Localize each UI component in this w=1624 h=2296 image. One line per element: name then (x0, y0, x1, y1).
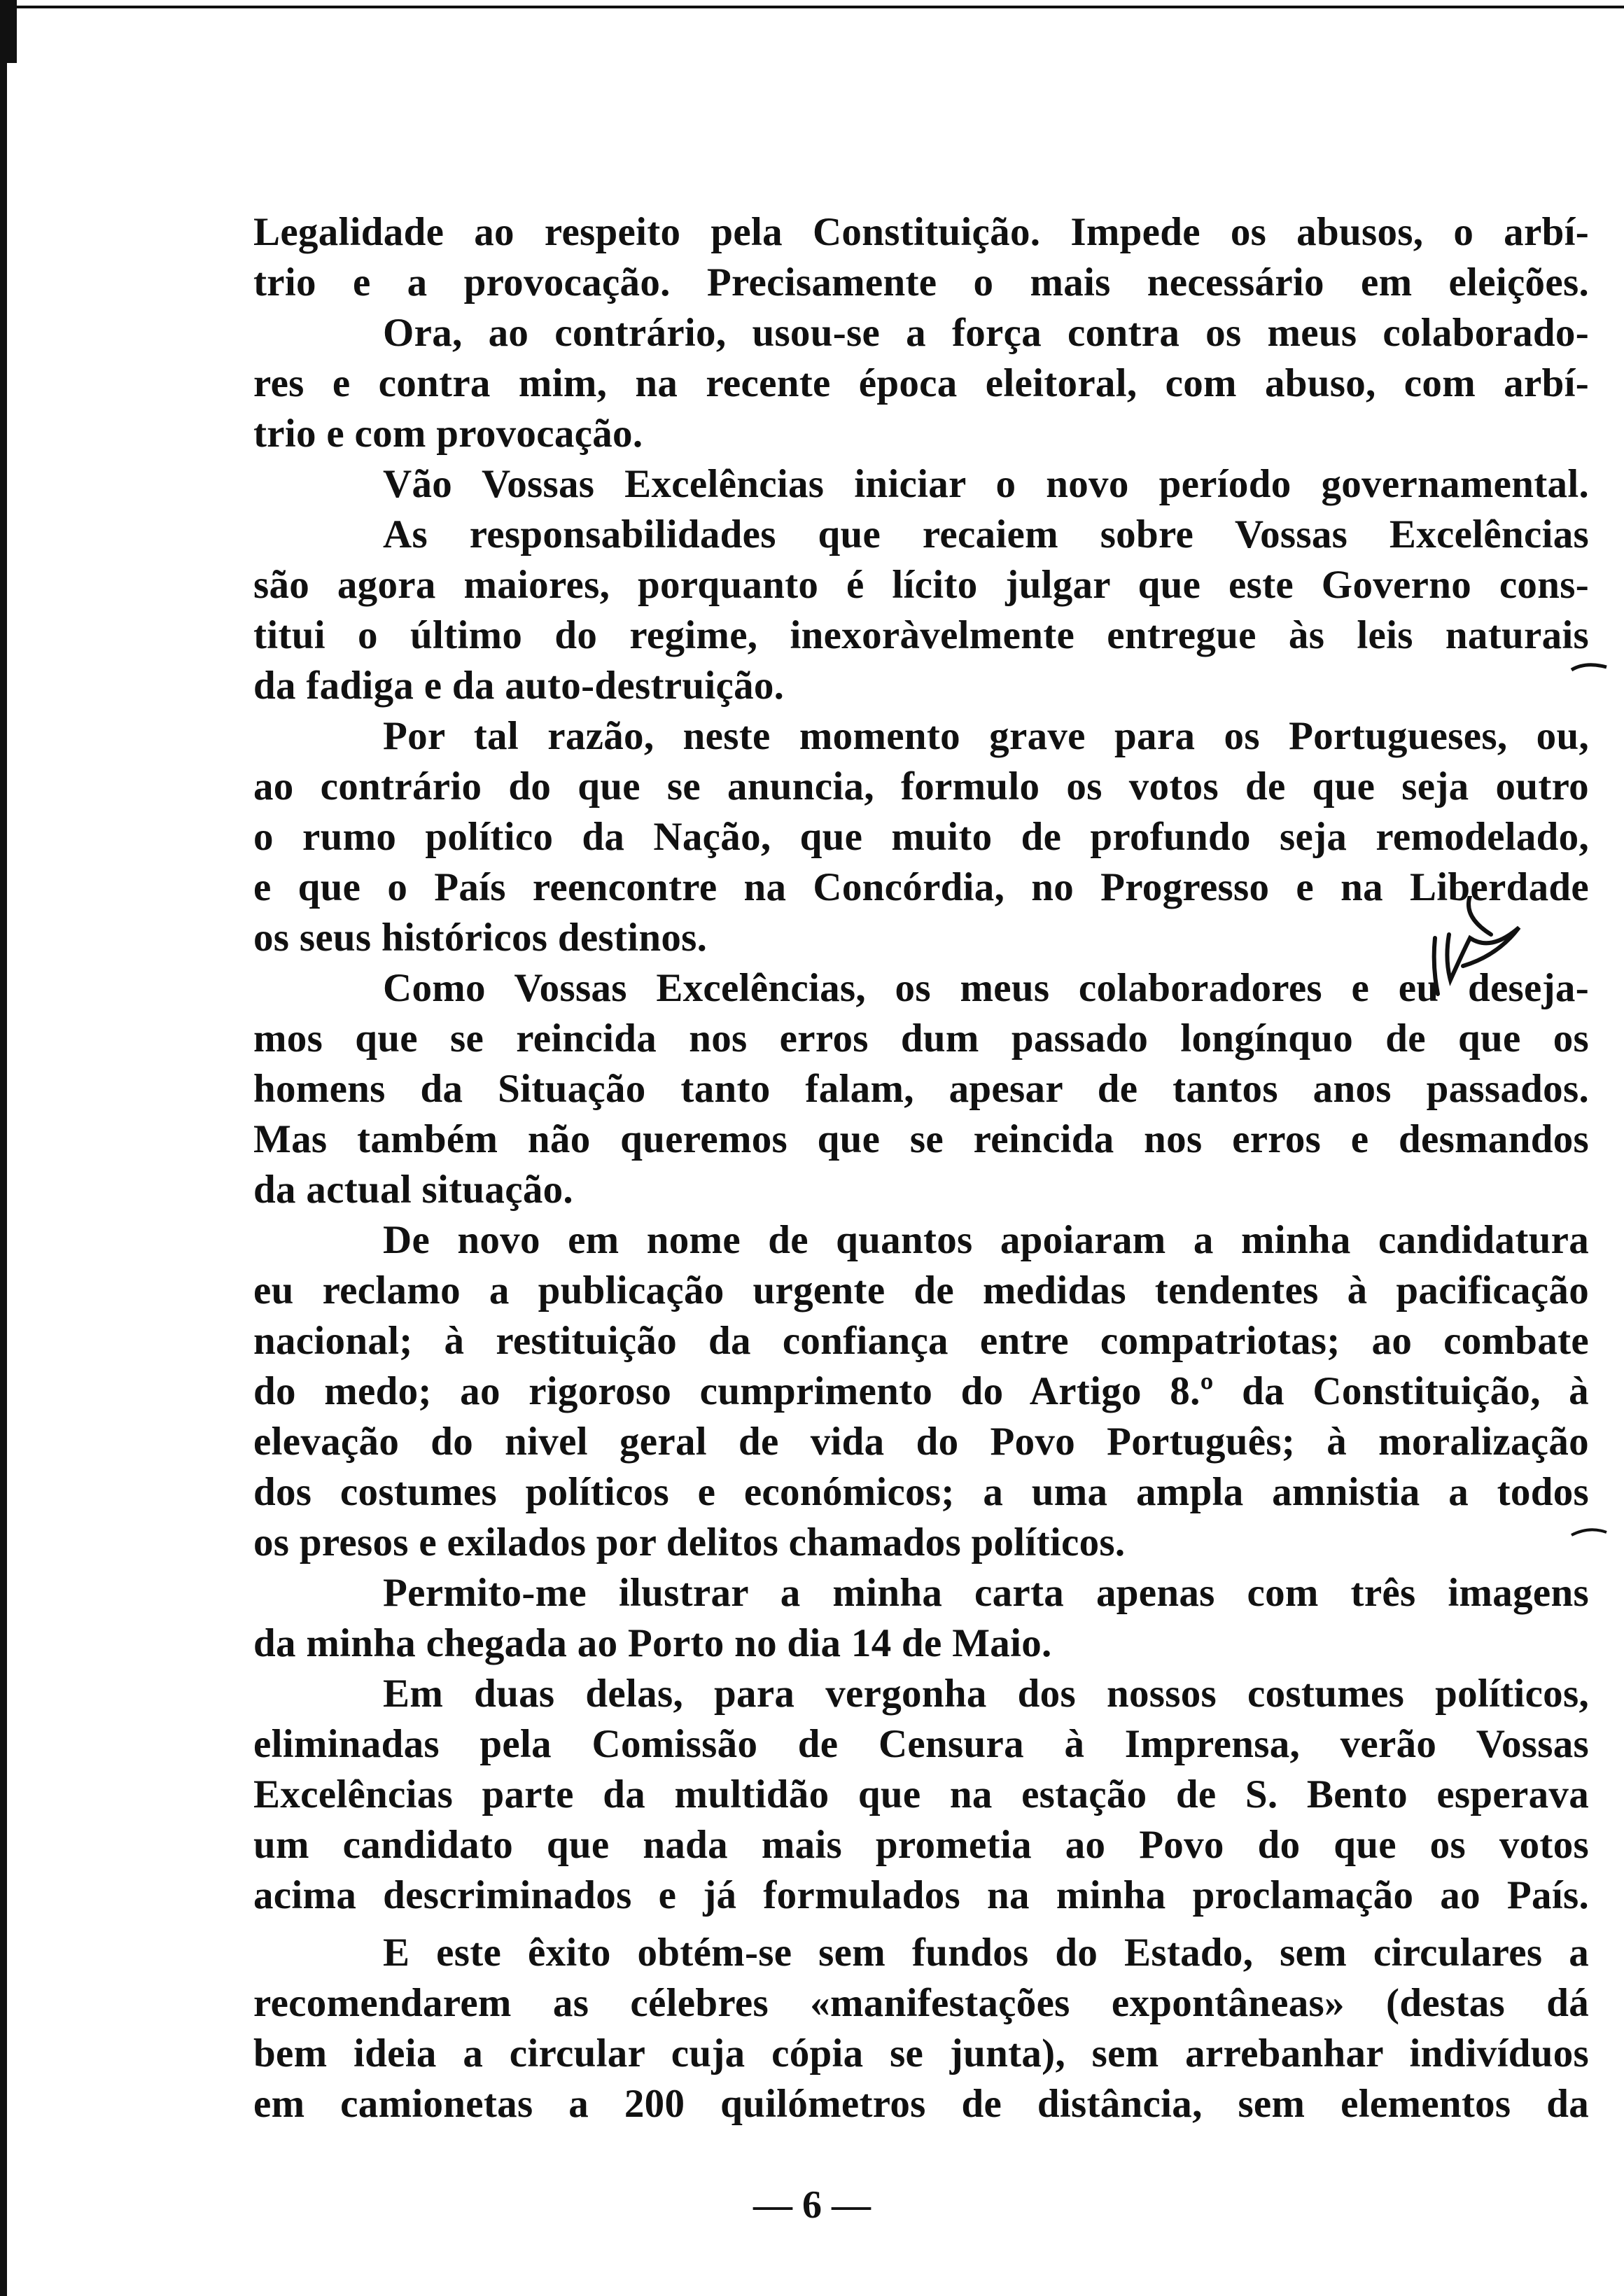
handwritten-annotation (1421, 896, 1540, 1001)
text-line: Mas também não queremos que se reincida nos erros e desmandos (253, 1117, 1589, 1161)
text-line: da fadiga e da auto-destruição. (253, 664, 785, 708)
text-line: da actual situação. (253, 1168, 573, 1212)
text-line: Por tal razão, neste momento grave para os Portugueses, ou, (383, 714, 1589, 758)
text-line: em camionetas a 200 quilómetros de distância, sem elementos da (253, 2082, 1589, 2126)
text-line: recomendarem as célebres «manifestações expontâneas» (destas dá (253, 1981, 1589, 2025)
text-line: homens da Situação tanto falam, apesar de tantos anos passados. (253, 1067, 1589, 1111)
text-line: trio e a provocação. Precisamente o mais necessário em eleições. (253, 260, 1589, 304)
text-line: os seus históricos destinos. (253, 916, 708, 960)
text-line: dos costumes políticos e económicos; a uma ampla amnistia a todos (253, 1470, 1589, 1514)
text-line: ao contrário do que se anuncia, formulo os votos de que seja outro (253, 764, 1589, 808)
text-line: Em duas delas, para vergonha dos nossos costumes políticos, (383, 1672, 1589, 1716)
text-line: do medo; ao rigoroso cumprimento do Artigo 8.º da Constituição, à (253, 1369, 1589, 1413)
text-line: da minha chegada ao Porto no dia 14 de Maio. (253, 1621, 1052, 1665)
text-line: nacional; à restituição da confiança entre compatriotas; ao combate (253, 1319, 1589, 1363)
text-line: mos que se reincida nos erros dum passado longínquo de que os (253, 1016, 1589, 1060)
text-line: Legalidade ao respeito pela Constituição. Impede os abusos, o arbí- (253, 210, 1589, 254)
text-line: bem ideia a circular cuja cópia se junta), sem arrebanhar indivíduos (253, 2031, 1589, 2076)
text-line: De novo em nome de quantos apoiaram a minha candidatura (383, 1218, 1589, 1262)
text-line: o rumo político da Nação, que muito de profundo seja remodelado, (253, 815, 1589, 859)
body-text (253, 207, 1589, 2129)
text-line: titui o último do regime, inexoràvelmente entregue às leis naturais (253, 613, 1589, 657)
margin-mark (1568, 1522, 1610, 1544)
text-line: acima descriminados e já formulados na minha proclamação ao País. (253, 1873, 1589, 1917)
margin-mark (1568, 654, 1610, 676)
text-line: Excelências parte da multidão que na estação de S. Bento esperava (253, 1772, 1589, 1816)
scan-left-border (0, 0, 7, 2296)
text-line: E este êxito obtém-se sem fundos do Estado, sem circulares a (383, 1931, 1589, 1975)
text-line: eliminadas pela Comissão de Censura à Imprensa, verão Vossas (253, 1722, 1589, 1766)
text-line: Como Vossas Excelências, os meus colaboradores e eu deseja- (383, 966, 1589, 1010)
text-line: os presos e exilados por delitos chamados políticos. (253, 1520, 1126, 1564)
text-line: Permito-me ilustrar a minha carta apenas com três imagens (383, 1571, 1589, 1615)
text-line: eu reclamo a publicação urgente de medidas tendentes à pacificação (253, 1268, 1589, 1312)
text-line: Vão Vossas Excelências iniciar o novo período governamental. (383, 462, 1589, 506)
text-line: um candidato que nada mais prometia ao Povo do que os votos (253, 1823, 1589, 1867)
text-line: são agora maiores, porquanto é lícito julgar que este Governo cons- (253, 563, 1589, 607)
text-line: e que o País reencontre na Concórdia, no Progresso e na Liberdade (253, 865, 1589, 909)
text-line: Ora, ao contrário, usou-se a força contra os meus colaborado- (383, 311, 1589, 355)
text-line: elevação do nivel geral de vida do Povo Português; à moralização (253, 1420, 1589, 1464)
text-line: res e contra mim, na recente época eleitoral, com abuso, com arbí- (253, 361, 1589, 405)
text-line: As responsabilidades que recaiem sobre Vossas Excelências (383, 512, 1589, 556)
scan-top-border (0, 6, 1624, 8)
page-number: — 6 — (753, 2183, 871, 2227)
text-line: trio e com provocação. (253, 412, 643, 456)
